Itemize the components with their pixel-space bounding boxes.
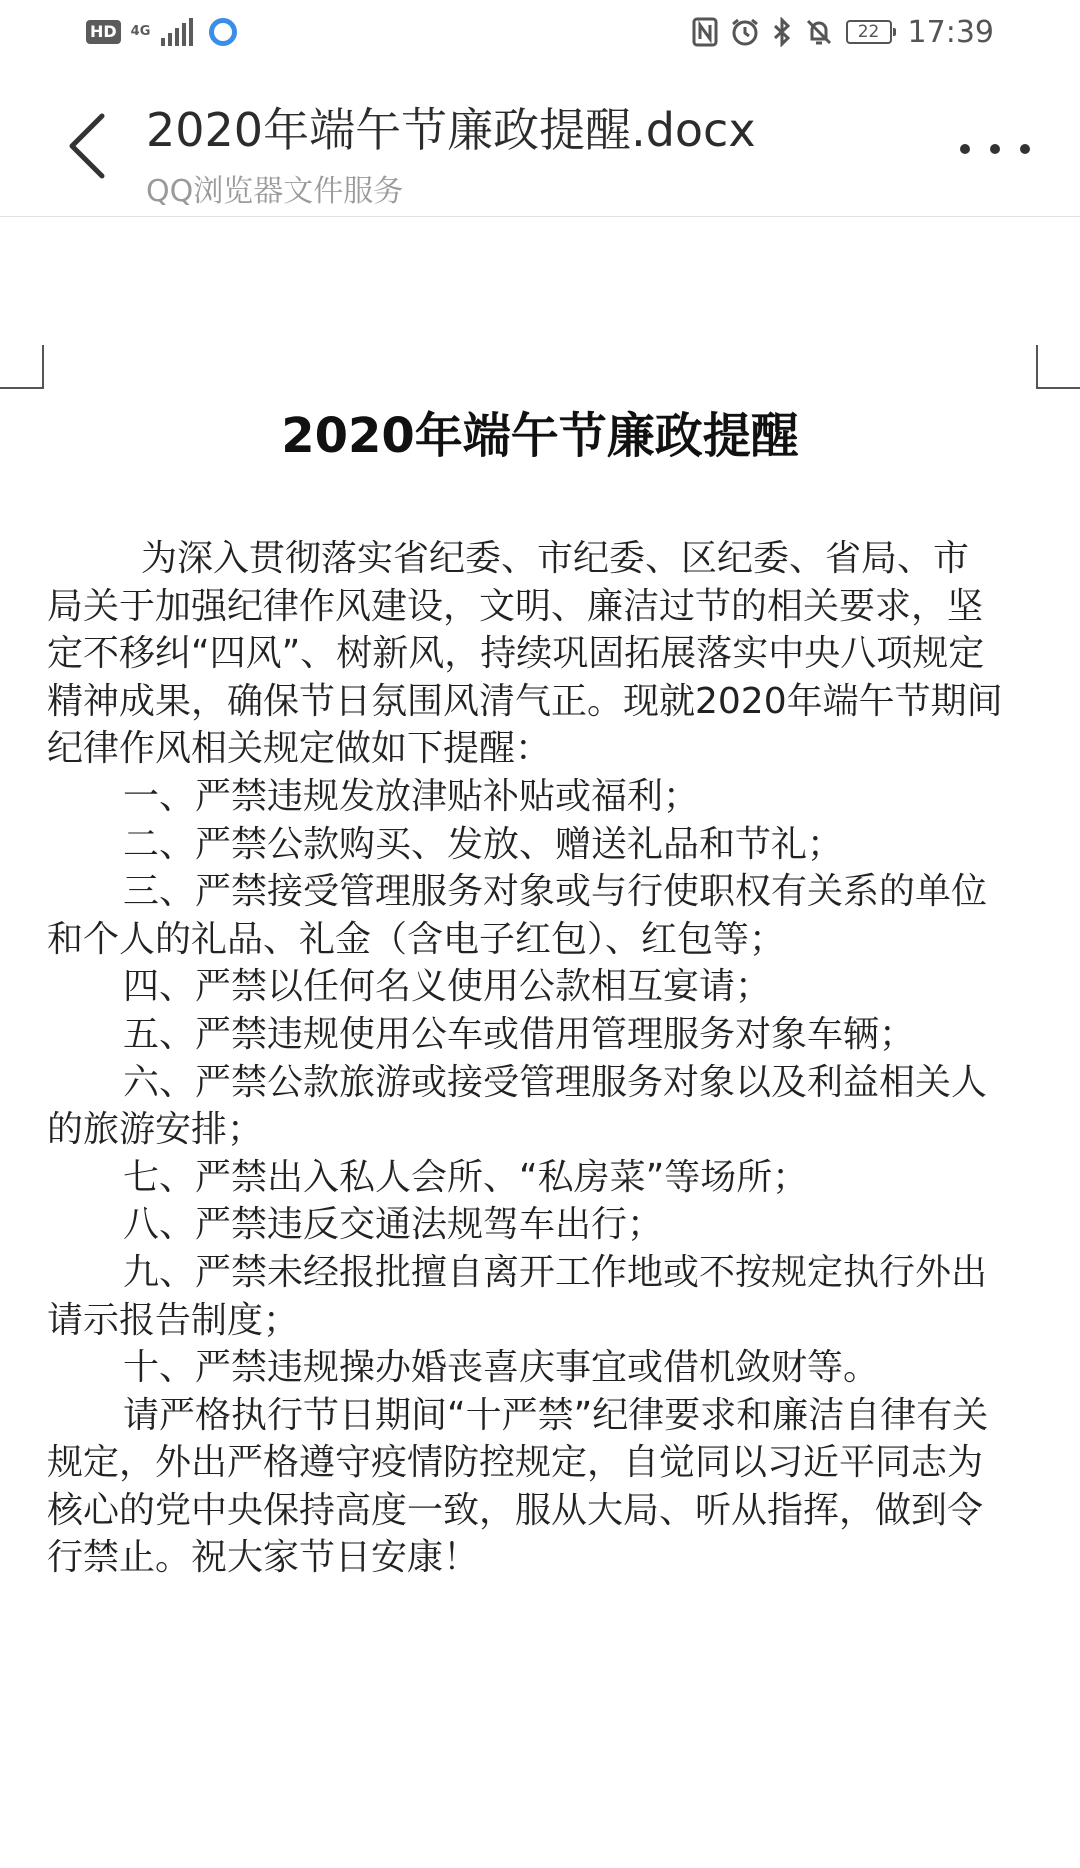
page-corner-mark-right xyxy=(1036,345,1080,389)
status-left xyxy=(86,12,237,52)
document-source: QQ浏览器文件服务 xyxy=(146,174,404,209)
paragraph-line: 为深入贯彻落实省纪委、市纪委、区纪委、省局、市 xyxy=(141,538,970,579)
paragraph-line: 规定，外出严格遵守疫情防控规定，自觉同以习近平同志为 xyxy=(47,1442,984,1484)
battery-icon: 22 xyxy=(846,20,892,44)
list-item: 五、严禁违规使用公车或借用管理服务对象车辆； xyxy=(123,1013,916,1055)
more-icon-dot xyxy=(1020,144,1030,154)
list-item-continuation: 的旅游安排； xyxy=(47,1109,264,1151)
document-heading: 2020年端午节廉政提醒 xyxy=(281,408,799,464)
clock: 17:39 xyxy=(907,14,994,50)
paragraph-line: 核心的党中央保持高度一致，服从大局、听从指挥，做到令 xyxy=(47,1489,984,1531)
paragraph-line: 精神成果，确保节日氛围风清气正。现就2020年端午节期间 xyxy=(47,680,1003,722)
paragraph-line: 定不移纠“四风”、树新风，持续巩固拓展落实中央八项规定 xyxy=(47,633,985,675)
list-item: 二、严禁公款购买、发放、赠送礼品和节礼； xyxy=(123,823,844,865)
paragraph-line: 纪律作风相关规定做如下提醒： xyxy=(47,728,552,770)
app-header xyxy=(0,64,1080,217)
status-right xyxy=(692,10,994,54)
qq-browser-icon xyxy=(209,18,237,46)
list-item: 十、严禁违规操办婚丧喜庆事宜或借机敛财等。 xyxy=(123,1347,880,1389)
list-item: 三、严禁接受管理服务对象或与行使职权有关系的单位 xyxy=(123,871,988,913)
nfc-icon xyxy=(692,17,718,47)
more-icon-dot xyxy=(990,144,1000,154)
list-item: 六、严禁公款旅游或接受管理服务对象以及利益相关人 xyxy=(123,1061,988,1103)
page-corner-mark-left xyxy=(0,345,44,389)
more-icon-dot xyxy=(960,144,970,154)
signal-icon xyxy=(161,18,193,46)
list-item: 七、严禁出入私人会所、“私房菜”等场所； xyxy=(123,1156,809,1198)
chevron-left-icon xyxy=(58,106,118,186)
paragraph-line: 请严格执行节日期间“十严禁”纪律要求和廉洁自律有关 xyxy=(123,1394,989,1436)
list-item-continuation: 请示报告制度； xyxy=(47,1299,300,1341)
back-button[interactable] xyxy=(58,106,118,186)
paragraph-line: 行禁止。祝大家节日安康！ xyxy=(47,1537,480,1579)
list-item: 八、严禁违反交通法规驾车出行； xyxy=(123,1204,664,1246)
document-title: 2020年端午节廉政提醒.docx xyxy=(146,103,756,157)
document-body xyxy=(47,535,1037,1582)
more-button[interactable] xyxy=(960,134,1030,164)
paragraph-line: 局关于加强纪律作风建设，文明、廉洁过节的相关要求，坚 xyxy=(47,585,984,627)
status-bar xyxy=(0,0,1080,64)
hd-icon: HD xyxy=(86,20,121,44)
list-item: 一、严禁违规发放津贴补贴或福利； xyxy=(123,775,700,817)
list-item: 四、严禁以任何名义使用公款相互宴请； xyxy=(123,966,772,1008)
list-item: 九、严禁未经报批擅自离开工作地或不按规定执行外出 xyxy=(123,1251,988,1293)
document-page[interactable] xyxy=(0,217,1080,1868)
alarm-icon xyxy=(730,17,760,47)
network-type-label: 4G xyxy=(130,24,151,39)
bluetooth-icon xyxy=(772,17,792,47)
list-item-continuation: 和个人的礼品、礼金（含电子红包）、红包等； xyxy=(47,918,786,960)
mute-icon xyxy=(804,17,834,47)
